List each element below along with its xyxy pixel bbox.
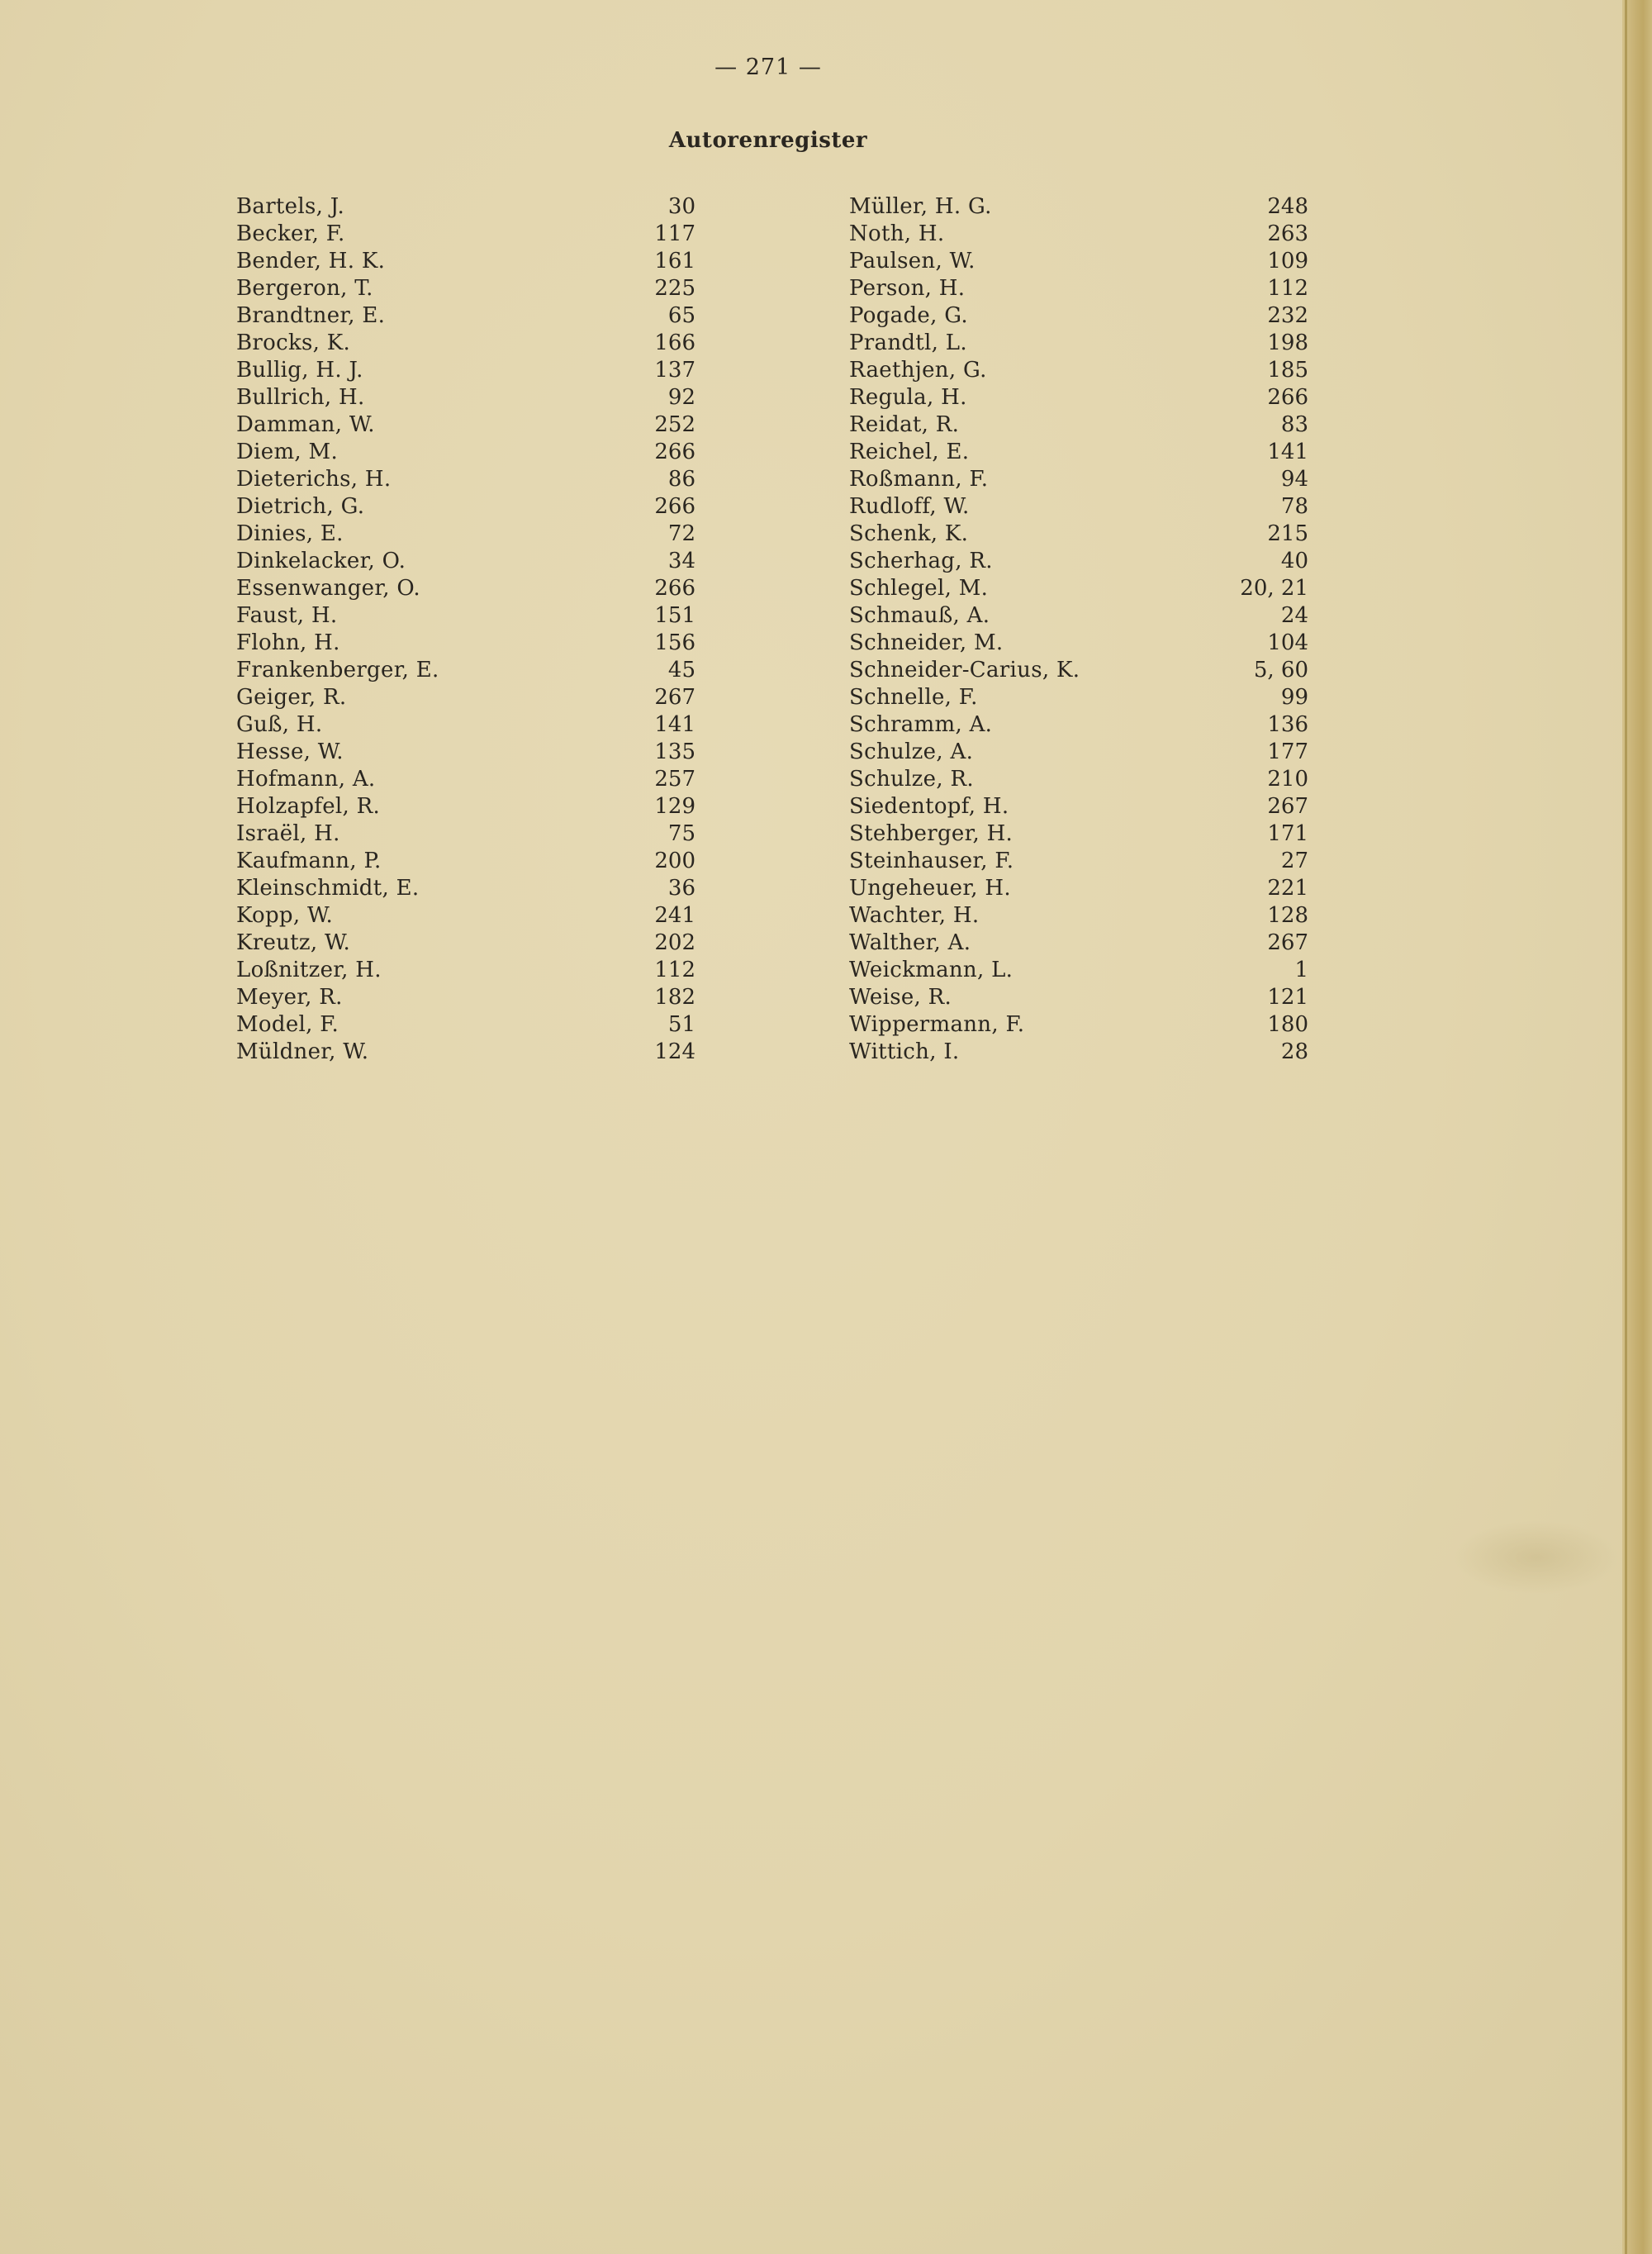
page-reference: 99 [1280,685,1308,710]
author-entry [236,466,695,493]
author-name: Schneider-Carius, K. [849,658,1080,682]
author-name: Weickmann, L. [849,958,1014,982]
author-entry [236,548,695,575]
author-name: Brocks, K. [236,330,351,355]
page-reference: 20, 21 [1240,576,1308,601]
page-reference: 1 [1294,958,1308,982]
author-entry [236,984,695,1011]
page-reference: 151 [654,603,695,628]
page-reference: 266 [654,440,695,464]
page-reference: 185 [1267,358,1308,383]
author-entry [236,411,695,439]
author-name: Model, F. [236,1012,339,1037]
author-name: Kreutz, W. [236,930,351,955]
author-entry [236,330,695,357]
author-entry [849,984,1308,1011]
page-reference: 225 [654,276,695,301]
author-name: Guß, H. [236,712,323,737]
author-entry [236,630,695,657]
page-reference: 241 [654,903,695,928]
page-reference: 121 [1267,985,1308,1010]
page-reference: 141 [1267,440,1308,464]
page-reference: 266 [654,494,695,519]
author-name: Schenk, K. [849,521,969,546]
page-reference: 124 [654,1039,695,1064]
page-reference: 112 [654,958,695,982]
page-reference: 65 [667,303,695,328]
author-name: Scherhag, R. [849,549,993,573]
author-entry [236,493,695,521]
author-name: Siedentopf, H. [849,794,1009,819]
author-name: Kopp, W. [236,903,334,928]
author-name: Wippermann, F. [849,1012,1025,1037]
author-entry [236,793,695,820]
page-reference: 182 [654,985,695,1010]
author-name: Bergeron, T. [236,276,373,301]
author-entry [236,711,695,739]
author-entry [849,957,1308,984]
author-entry [849,820,1308,848]
author-entry [236,902,695,930]
page-reference: 28 [1280,1039,1308,1064]
author-entry [849,357,1308,384]
author-entry [849,739,1308,766]
author-name: Faust, H. [236,603,338,628]
author-entry [849,684,1308,711]
page-reference: 248 [1267,194,1308,219]
author-entry [849,1039,1308,1066]
author-name: Israël, H. [236,821,340,846]
author-name: Dinies, E. [236,521,344,546]
page-reference: 72 [667,521,695,546]
page-reference: 215 [1267,521,1308,546]
page-reference: 137 [654,358,695,383]
page-reference: 232 [1267,303,1308,328]
page-reference: 94 [1280,467,1308,492]
author-name: Regula, H. [849,385,967,410]
page-reference: 210 [1267,767,1308,792]
author-entry [849,902,1308,930]
page-number: — 271 — [714,55,822,80]
author-name: Weise, R. [849,985,952,1010]
author-entry [236,193,695,221]
page-reference: 135 [654,739,695,764]
author-name: Essenwanger, O. [236,576,420,601]
author-name: Flohn, H. [236,630,340,655]
page-reference: 156 [654,630,695,655]
page-reference: 75 [667,821,695,846]
author-name: Holzapfel, R. [236,794,381,819]
author-name: Reidat, R. [849,412,960,437]
author-name: Damman, W. [236,412,375,437]
page-reference: 34 [667,549,695,573]
author-name: Bullig, H. J. [236,358,363,383]
author-entry [236,930,695,957]
page-reference: 267 [1267,930,1308,955]
author-name: Loßnitzer, H. [236,958,382,982]
author-name: Becker, F. [236,221,345,246]
paper-stain [1454,1520,1619,1595]
author-name: Stehberger, H. [849,821,1014,846]
author-entry [236,820,695,848]
author-name: Hofmann, A. [236,767,376,792]
author-name: Paulsen, W. [849,249,976,273]
author-entry [236,684,695,711]
author-name: Person, H. [849,276,966,301]
page-reference: 128 [1267,903,1308,928]
page-reference: 112 [1267,276,1308,301]
page-reference: 252 [654,412,695,437]
author-entry [849,439,1308,466]
author-entry [849,248,1308,275]
author-entry [236,1039,695,1066]
author-name: Dietrich, G. [236,494,365,519]
author-entry [849,875,1308,902]
author-entry [849,221,1308,248]
page-reference: 51 [667,1012,695,1037]
author-name: Pogade, G. [849,303,968,328]
author-name: Frankenberger, E. [236,658,439,682]
page-reference: 180 [1267,1012,1308,1037]
page-reference: 40 [1280,549,1308,573]
author-entry [236,221,695,248]
page-reference: 161 [654,249,695,273]
author-name: Wachter, H. [849,903,980,928]
page-reference: 198 [1267,330,1308,355]
author-entry [849,630,1308,657]
page-reference: 166 [654,330,695,355]
author-entry [849,466,1308,493]
page-reference: 30 [667,194,695,219]
author-entry [236,275,695,302]
page-reference: 83 [1280,412,1308,437]
author-entry [849,521,1308,548]
author-entry [236,848,695,875]
author-entry [236,521,695,548]
page-reference: 36 [667,876,695,901]
page-reference: 141 [654,712,695,737]
author-entry [236,957,695,984]
author-entry [849,548,1308,575]
author-name: Rudloff, W. [849,494,970,519]
author-entry [236,357,695,384]
author-entry [849,657,1308,684]
author-name: Geiger, R. [236,685,347,710]
page-reference: 5, 60 [1253,658,1308,682]
author-name: Schlegel, M. [849,576,989,601]
page-reference: 45 [667,658,695,682]
author-entry [849,793,1308,820]
page-reference: 263 [1267,221,1308,246]
page-reference: 86 [667,467,695,492]
author-name: Kaufmann, P. [236,849,382,873]
author-name: Bullrich, H. [236,385,365,410]
author-entry [236,439,695,466]
author-entry [849,602,1308,630]
author-name: Reichel, E. [849,440,970,464]
page-reference: 117 [654,221,695,246]
page-reference: 129 [654,794,695,819]
author-name: Kleinschmidt, E. [236,876,420,901]
author-name: Wittich, I. [849,1039,960,1064]
author-entry [236,575,695,602]
page-reference: 257 [654,767,695,792]
page-reference: 24 [1280,603,1308,628]
author-name: Schneider, M. [849,630,1004,655]
author-entry [236,248,695,275]
author-name: Schulze, A. [849,739,974,764]
page-reference: 104 [1267,630,1308,655]
author-entry [849,711,1308,739]
author-entry [236,602,695,630]
author-entry [849,330,1308,357]
author-entry [236,766,695,793]
author-name: Schulze, R. [849,767,974,792]
author-name: Bartels, J. [236,194,345,219]
page-binding-line [1625,0,1627,2254]
author-entry [236,384,695,411]
page-reference: 221 [1267,876,1308,901]
author-entry [849,1011,1308,1039]
author-name: Schramm, A. [849,712,993,737]
author-entry [849,575,1308,602]
page-reference: 266 [1267,385,1308,410]
author-entry [849,275,1308,302]
author-entry [849,930,1308,957]
author-name: Meyer, R. [236,985,343,1010]
page-reference: 177 [1267,739,1308,764]
author-name: Schmauß, A. [849,603,990,628]
page-reference: 266 [654,576,695,601]
page-reference: 171 [1267,821,1308,846]
author-entry [849,493,1308,521]
page-title: Autorenregister [668,128,868,153]
author-entry [849,411,1308,439]
author-entry [236,875,695,902]
author-name: Brandtner, E. [236,303,386,328]
author-entry [849,384,1308,411]
author-name: Dieterichs, H. [236,467,392,492]
author-entry [236,739,695,766]
author-name: Müldner, W. [236,1039,369,1064]
author-name: Steinhauser, F. [849,849,1014,873]
page-reference: 267 [1267,794,1308,819]
author-name: Bender, H. K. [236,249,386,273]
author-entry [236,657,695,684]
author-index-left-column [236,193,695,1066]
author-name: Walther, A. [849,930,971,955]
page-reference: 109 [1267,249,1308,273]
author-name: Noth, H. [849,221,945,246]
page-reference: 202 [654,930,695,955]
author-name: Dinkelacker, O. [236,549,406,573]
page-reference: 78 [1280,494,1308,519]
author-name: Roßmann, F. [849,467,989,492]
page-reference: 136 [1267,712,1308,737]
author-entry [236,302,695,330]
author-name: Diem, M. [236,440,339,464]
page-reference: 267 [654,685,695,710]
author-name: Hesse, W. [236,739,344,764]
author-index-right-column [849,193,1308,1066]
page-reference: 200 [654,849,695,873]
author-entry [849,848,1308,875]
author-name: Prandtl, L. [849,330,967,355]
author-entry [849,193,1308,221]
author-name: Ungeheuer, H. [849,876,1011,901]
author-entry [849,766,1308,793]
page-reference: 92 [667,385,695,410]
author-name: Müller, H. G. [849,194,992,219]
page-reference: 27 [1280,849,1308,873]
author-name: Raethjen, G. [849,358,987,383]
author-name: Schnelle, F. [849,685,978,710]
author-entry [236,1011,695,1039]
author-entry [849,302,1308,330]
